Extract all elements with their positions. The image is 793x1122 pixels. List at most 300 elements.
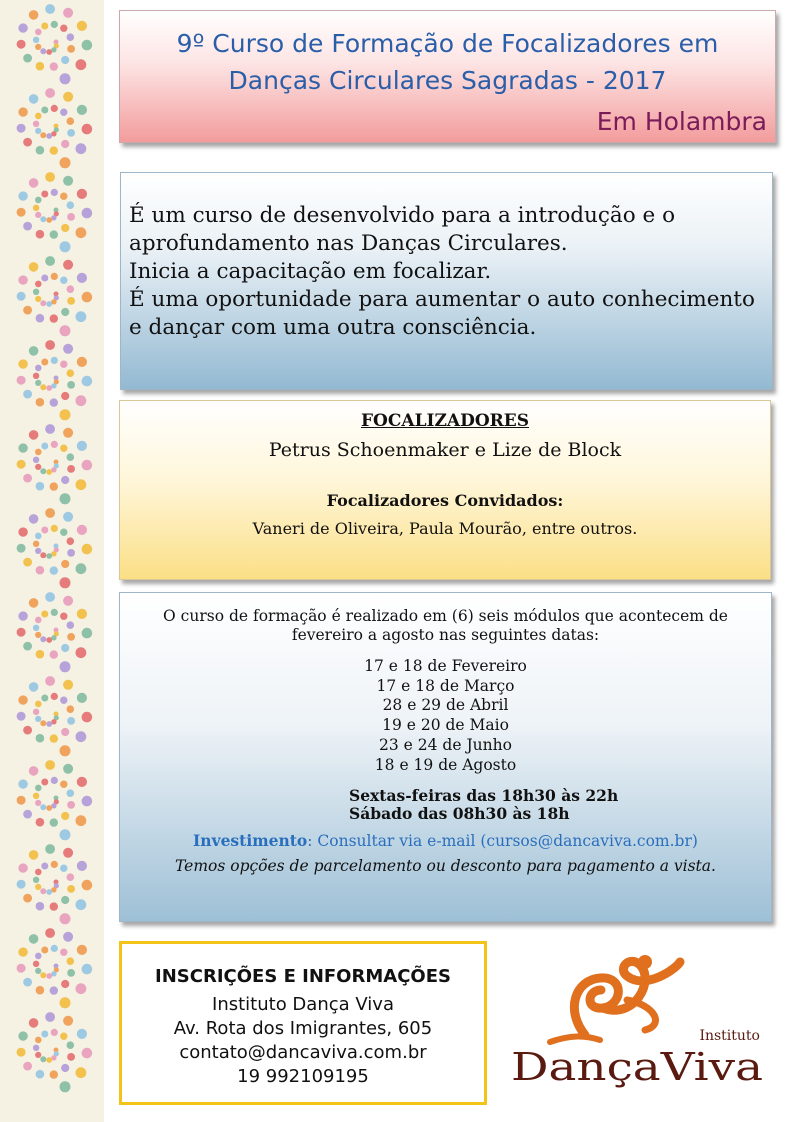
flower-petal-icon: [67, 453, 75, 461]
flower-petal-icon: [35, 1052, 41, 1058]
flower-petal-icon: [77, 441, 87, 451]
flower-petal-icon: [67, 705, 75, 713]
flower-petal-icon: [36, 566, 45, 575]
flower-petal-icon: [40, 552, 46, 558]
flower-petal-icon: [35, 968, 41, 974]
flower-petal-icon: [51, 189, 58, 196]
flower-petal-icon: [36, 146, 45, 155]
flower-petal-icon: [17, 376, 26, 385]
flower-petal-icon: [51, 861, 58, 868]
flower-petal-icon: [23, 558, 32, 567]
flower-petal-icon: [45, 424, 55, 434]
flower-petal-icon: [18, 1031, 27, 1040]
flower-petal-icon: [36, 1070, 45, 1079]
flower-petal-icon: [46, 973, 52, 979]
flower-petal-icon: [29, 514, 39, 524]
flower-petal-icon: [40, 132, 46, 138]
flower-petal-icon: [29, 430, 39, 440]
flower-petal-icon: [50, 314, 58, 322]
flower-petal-icon: [40, 1056, 46, 1062]
flower-petal-icon: [60, 529, 67, 536]
flower-petal-icon: [77, 777, 87, 787]
flower-petal-icon: [35, 800, 41, 806]
flower-petal-icon: [23, 474, 32, 483]
flower-petal-icon: [40, 300, 46, 306]
flower-petal-icon: [18, 275, 27, 284]
focalizadores-heading: FOCALIZADORES: [360, 411, 530, 431]
flower-petal-icon: [63, 260, 73, 270]
flower-petal-icon: [60, 1081, 71, 1092]
flower-petal-icon: [50, 482, 58, 490]
flower-petal-icon: [61, 896, 69, 904]
module-date: 23 e 24 de Junho: [379, 736, 512, 754]
flower-petal-icon: [76, 563, 87, 574]
flower-petal-icon: [50, 146, 58, 154]
flower-petal-icon: [63, 596, 73, 606]
flower-petal-icon: [76, 143, 87, 154]
flower-petal-icon: [36, 314, 45, 323]
flower-petal-icon: [17, 1048, 26, 1057]
flower-petal-icon: [61, 812, 69, 820]
flower-petal-icon: [18, 695, 27, 704]
flower-petal-icon: [60, 109, 67, 116]
flower-petal-icon: [41, 1031, 48, 1038]
flower-petal-icon: [50, 398, 58, 406]
flower-petal-icon: [35, 380, 41, 386]
intro-line: e dançar com uma outra consciência.: [129, 315, 537, 340]
flower-petal-icon: [29, 682, 39, 692]
flower-petal-icon: [17, 460, 26, 469]
flower-petal-icon: [51, 693, 58, 700]
flower-petal-icon: [63, 344, 73, 354]
intro-description-box: [120, 172, 773, 390]
flower-petal-icon: [77, 21, 87, 31]
flower-petal-icon: [77, 945, 87, 955]
flower-petal-icon: [35, 212, 41, 218]
flower-petal-icon: [67, 201, 75, 209]
flower-petal-icon: [45, 172, 55, 182]
flower-petal-icon: [46, 805, 52, 811]
flower-petal-icon: [29, 598, 39, 608]
contact-address: Av. Rota dos Imigrantes, 605: [173, 1018, 433, 1039]
flower-petal-icon: [82, 628, 93, 639]
flower-petal-icon: [77, 105, 87, 115]
flower-petal-icon: [23, 54, 32, 63]
flower-petal-icon: [18, 779, 27, 788]
flower-petal-icon: [33, 205, 39, 211]
flower-petal-icon: [46, 469, 52, 475]
flower-petal-icon: [67, 801, 75, 809]
flower-petal-icon: [60, 493, 71, 504]
flower-petal-icon: [61, 980, 69, 988]
flower-petal-icon: [60, 661, 71, 672]
flower-petal-icon: [45, 4, 55, 14]
flower-petal-icon: [33, 793, 39, 799]
flower-petal-icon: [36, 482, 45, 491]
schedule-intro-line-2: fevereiro a agosto nas seguintes datas:: [291, 626, 600, 644]
flower-petal-icon: [33, 457, 39, 463]
flower-petal-icon: [29, 1018, 39, 1028]
flower-petal-icon: [17, 292, 26, 301]
flower-petal-icon: [67, 381, 75, 389]
flower-petal-icon: [33, 373, 39, 379]
flower-petal-icon: [50, 62, 58, 70]
flower-petal-icon: [50, 566, 58, 574]
flower-petal-icon: [45, 844, 55, 854]
flower-petal-icon: [67, 885, 75, 893]
flower-petal-icon: [46, 301, 52, 307]
flower-petal-icon: [61, 140, 69, 148]
flower-petal-icon: [60, 697, 67, 704]
flower-petal-icon: [41, 611, 48, 618]
flower-petal-icon: [82, 40, 93, 51]
flower-petal-icon: [51, 441, 58, 448]
flower-petal-icon: [33, 289, 39, 295]
flower-petal-icon: [46, 721, 52, 727]
flower-petal-icon: [67, 45, 75, 53]
flower-petal-icon: [51, 357, 58, 364]
flower-petal-icon: [18, 107, 27, 116]
flower-petal-icon: [63, 428, 73, 438]
flower-petal-icon: [77, 273, 87, 283]
flower-petal-icon: [17, 208, 26, 217]
intro-line: Inicia a capacitação em focalizar.: [129, 259, 492, 284]
flower-petal-icon: [45, 508, 55, 518]
flower-petal-icon: [60, 25, 67, 32]
flower-petal-icon: [23, 642, 32, 651]
flower-petal-icon: [67, 633, 75, 641]
flower-petal-icon: [45, 760, 55, 770]
flower-petal-icon: [41, 275, 48, 282]
flower-petal-icon: [45, 676, 55, 686]
flower-petal-icon: [76, 1067, 87, 1078]
contact-heading: INSCRIÇÕES E INFORMAÇÕES: [155, 966, 451, 987]
schedule-intro-line-1: O curso de formação é realizado em (6) seis módulos que acontecem de: [163, 607, 728, 625]
flower-petal-icon: [23, 138, 32, 147]
flower-petal-icon: [23, 810, 32, 819]
flower-petal-icon: [60, 745, 71, 756]
flower-petal-icon: [41, 191, 48, 198]
flower-petal-icon: [17, 628, 26, 637]
flower-petal-icon: [76, 647, 87, 658]
flower-petal-icon: [41, 107, 48, 114]
flower-petal-icon: [35, 785, 42, 792]
flower-petal-icon: [67, 129, 75, 137]
flower-petal-icon: [82, 796, 93, 807]
intro-line: É um curso de desenvolvido para a introdução e o: [129, 203, 676, 228]
flower-petal-icon: [60, 277, 67, 284]
flower-petal-icon: [33, 1045, 39, 1051]
flower-petal-icon: [35, 44, 41, 50]
flower-petal-icon: [51, 105, 58, 112]
flower-petal-icon: [60, 1033, 67, 1040]
flower-petal-icon: [76, 899, 87, 910]
flower-petal-icon: [36, 650, 45, 659]
flower-petal-icon: [40, 48, 46, 54]
flower-petal-icon: [23, 894, 32, 903]
flower-petal-icon: [33, 961, 39, 967]
flower-petal-icon: [35, 533, 42, 540]
flower-petal-icon: [46, 889, 52, 895]
flower-petal-icon: [40, 888, 46, 894]
flower-petal-icon: [61, 308, 69, 316]
flower-petal-icon: [60, 193, 67, 200]
flower-petal-icon: [35, 464, 41, 470]
flower-petal-icon: [60, 997, 71, 1008]
flower-petal-icon: [76, 731, 87, 742]
flower-petal-icon: [33, 877, 39, 883]
flower-petal-icon: [41, 23, 48, 30]
flower-petal-icon: [45, 928, 55, 938]
flower-petal-icon: [35, 365, 42, 372]
flower-petal-icon: [45, 88, 55, 98]
flower-petal-icon: [29, 766, 39, 776]
flower-petal-icon: [76, 311, 87, 322]
flower-petal-icon: [76, 479, 87, 490]
flower-petal-icon: [61, 728, 69, 736]
flower-petal-icon: [67, 369, 75, 377]
flower-petal-icon: [17, 712, 26, 721]
flower-petal-icon: [50, 902, 58, 910]
flower-petal-icon: [76, 395, 87, 406]
flower-petal-icon: [41, 779, 48, 786]
flower-petal-icon: [40, 468, 46, 474]
flower-petal-icon: [60, 577, 71, 588]
flower-petal-icon: [77, 609, 87, 619]
flower-petal-icon: [60, 865, 67, 872]
flower-petal-icon: [36, 734, 45, 743]
flower-petal-icon: [82, 964, 93, 975]
schedule-box: [119, 592, 772, 922]
dancer-ribbon-icon: [505, 950, 775, 1090]
flower-petal-icon: [40, 636, 46, 642]
flower-petal-icon: [61, 56, 69, 64]
flower-petal-icon: [18, 23, 27, 32]
decorative-flower-border: [0, 0, 104, 1122]
flower-petal-icon: [51, 777, 58, 784]
guests-heading: Focalizadores Convidados:: [326, 491, 564, 510]
flower-petal-icon: [67, 1053, 75, 1061]
danca-viva-logo: [505, 950, 775, 1090]
flower-petal-icon: [18, 191, 27, 200]
flower-petal-icon: [60, 913, 71, 924]
flower-petal-icon: [29, 346, 39, 356]
flower-petal-icon: [67, 537, 75, 545]
flower-petal-icon: [18, 443, 27, 452]
title-banner: [119, 10, 776, 143]
flower-petal-icon: [51, 21, 58, 28]
flower-petal-icon: [33, 121, 39, 127]
logo-small-text: Instituto: [699, 1028, 760, 1044]
flower-petal-icon: [77, 1029, 87, 1039]
focalizadores-names: Petrus Schoenmaker e Lize de Block: [268, 439, 622, 461]
flower-petal-icon: [60, 157, 71, 168]
module-date: 19 e 20 de Maio: [382, 716, 509, 734]
flower-petal-icon: [35, 29, 42, 36]
flower-petal-icon: [29, 934, 39, 944]
flower-petal-icon: [60, 949, 67, 956]
flower-petal-icon: [51, 609, 58, 616]
flower-petal-icon: [51, 1029, 58, 1036]
flower-petal-icon: [63, 848, 73, 858]
module-date: 28 e 29 de Abril: [382, 696, 509, 714]
flower-petal-icon: [46, 217, 52, 223]
venue-label: Em Holambra: [596, 107, 767, 136]
flower-petal-icon: [67, 957, 75, 965]
flower-petal-icon: [82, 712, 93, 723]
investment-line: [120, 831, 771, 850]
module-date: 18 e 19 de Agosto: [374, 756, 517, 774]
flower-petal-icon: [35, 884, 41, 890]
flower-petal-icon: [77, 525, 87, 535]
flower-petal-icon: [82, 1048, 93, 1059]
flower-petal-icon: [35, 197, 42, 204]
flower-petal-icon: [17, 40, 26, 49]
flower-petal-icon: [61, 1064, 69, 1072]
flower-petal-icon: [35, 632, 41, 638]
flower-petal-icon: [41, 527, 48, 534]
flower-petal-icon: [50, 818, 58, 826]
flower-petal-icon: [17, 124, 26, 133]
flower-petal-icon: [17, 796, 26, 805]
flower-petal-icon: [67, 873, 75, 881]
flower-petal-icon: [67, 789, 75, 797]
flower-petal-icon: [40, 720, 46, 726]
flower-petal-icon: [67, 969, 75, 977]
flower-petal-icon: [63, 1016, 73, 1026]
flower-petal-icon: [50, 986, 58, 994]
flower-petal-icon: [67, 1041, 75, 1049]
intro-line: aprofundamento nas Danças Circulares.: [129, 231, 568, 256]
flower-petal-icon: [36, 62, 45, 71]
flower-petal-icon: [33, 37, 39, 43]
flower-petal-icon: [35, 548, 41, 554]
focalizadores-box: [119, 400, 771, 580]
logo-big-text: DançaViva: [511, 1045, 763, 1089]
flower-petal-icon: [63, 92, 73, 102]
flower-petal-icon: [60, 361, 67, 368]
flower-petal-icon: [67, 465, 75, 473]
flower-petal-icon: [67, 117, 75, 125]
flower-petal-icon: [82, 124, 93, 135]
flower-petal-icon: [36, 902, 45, 911]
flower-petal-icon: [17, 880, 26, 889]
flower-petal-icon: [63, 512, 73, 522]
payment-note: Temos opções de parcelamento ou desconto para pagamento a vista.: [175, 857, 716, 875]
flower-petal-icon: [23, 726, 32, 735]
flower-petal-icon: [60, 241, 71, 252]
flower-petal-icon: [33, 541, 39, 547]
flower-petal-icon: [60, 409, 71, 420]
flower-petal-icon: [76, 59, 87, 70]
flower-petal-icon: [67, 33, 75, 41]
flower-petal-icon: [45, 1012, 55, 1022]
flower-petal-icon: [23, 978, 32, 987]
flower-petal-icon: [18, 863, 27, 872]
flower-petal-icon: [29, 178, 39, 188]
flower-petal-icon: [23, 306, 32, 315]
flower-petal-icon: [18, 947, 27, 956]
flower-petal-icon: [40, 972, 46, 978]
flower-petal-icon: [35, 281, 42, 288]
intro-line: É uma oportunidade para aumentar o auto conhecimento: [129, 287, 755, 312]
contact-email: contato@dancaviva.com.br: [179, 1042, 427, 1063]
flower-petal-icon: [46, 553, 52, 559]
flower-petal-icon: [35, 449, 42, 456]
flower-petal-icon: [77, 693, 87, 703]
flower-petal-icon: [35, 617, 42, 624]
flower-petal-icon: [67, 717, 75, 725]
flower-petal-icon: [35, 296, 41, 302]
flower-petal-icon: [36, 986, 45, 995]
flower-petal-icon: [61, 644, 69, 652]
flower-petal-icon: [46, 133, 52, 139]
flower-petal-icon: [17, 544, 26, 553]
flower-petal-icon: [50, 650, 58, 658]
module-date: 17 e 18 de Março: [376, 677, 515, 695]
flower-petal-icon: [18, 359, 27, 368]
flower-petal-icon: [82, 880, 93, 891]
flower-petal-icon: [17, 964, 26, 973]
flower-petal-icon: [61, 476, 69, 484]
flower-petal-icon: [35, 716, 41, 722]
investment-label: Investimento: [193, 831, 308, 850]
flower-petal-icon: [67, 549, 75, 557]
flower-petal-icon: [60, 613, 67, 620]
flower-petal-icon: [40, 216, 46, 222]
flower-petal-icon: [82, 208, 93, 219]
hours-friday: Sextas-feiras das 18h30 às 22h: [349, 786, 619, 805]
flower-petal-icon: [35, 113, 42, 120]
flower-petal-icon: [77, 861, 87, 871]
flower-petal-icon: [76, 815, 87, 826]
flower-petal-icon: [40, 804, 46, 810]
flower-spiral-icon: [0, 0, 104, 1122]
flower-petal-icon: [77, 357, 87, 367]
flower-petal-icon: [41, 443, 48, 450]
flower-petal-icon: [63, 176, 73, 186]
flower-petal-icon: [63, 932, 73, 942]
flower-petal-icon: [76, 227, 87, 238]
flower-petal-icon: [67, 621, 75, 629]
flower-petal-icon: [41, 947, 48, 954]
flower-petal-icon: [33, 625, 39, 631]
flower-petal-icon: [46, 385, 52, 391]
flower-petal-icon: [82, 292, 93, 303]
flower-petal-icon: [67, 285, 75, 293]
flower-petal-icon: [50, 1070, 58, 1078]
module-date: 17 e 18 de Fevereiro: [364, 657, 527, 675]
flower-petal-icon: [61, 224, 69, 232]
flower-petal-icon: [36, 398, 45, 407]
flower-petal-icon: [29, 262, 39, 272]
course-title-line-1: 9º Curso de Formação de Focalizadores em: [176, 29, 719, 58]
flower-petal-icon: [77, 189, 87, 199]
investment-text: : Consultar via e-mail (cursos@dancaviva.com.br): [307, 832, 698, 850]
flower-petal-icon: [23, 1062, 32, 1071]
flower-petal-icon: [51, 273, 58, 280]
flower-petal-icon: [63, 764, 73, 774]
flower-petal-icon: [29, 850, 39, 860]
course-title-line-2: Danças Circulares Sagradas - 2017: [228, 66, 667, 95]
flower-petal-icon: [67, 213, 75, 221]
flower-petal-icon: [40, 384, 46, 390]
flower-petal-icon: [36, 230, 45, 239]
hours-saturday: Sábado das 08h30 às 18h: [349, 804, 570, 823]
flower-petal-icon: [46, 49, 52, 55]
flower-petal-icon: [35, 128, 41, 134]
flower-petal-icon: [29, 10, 39, 20]
